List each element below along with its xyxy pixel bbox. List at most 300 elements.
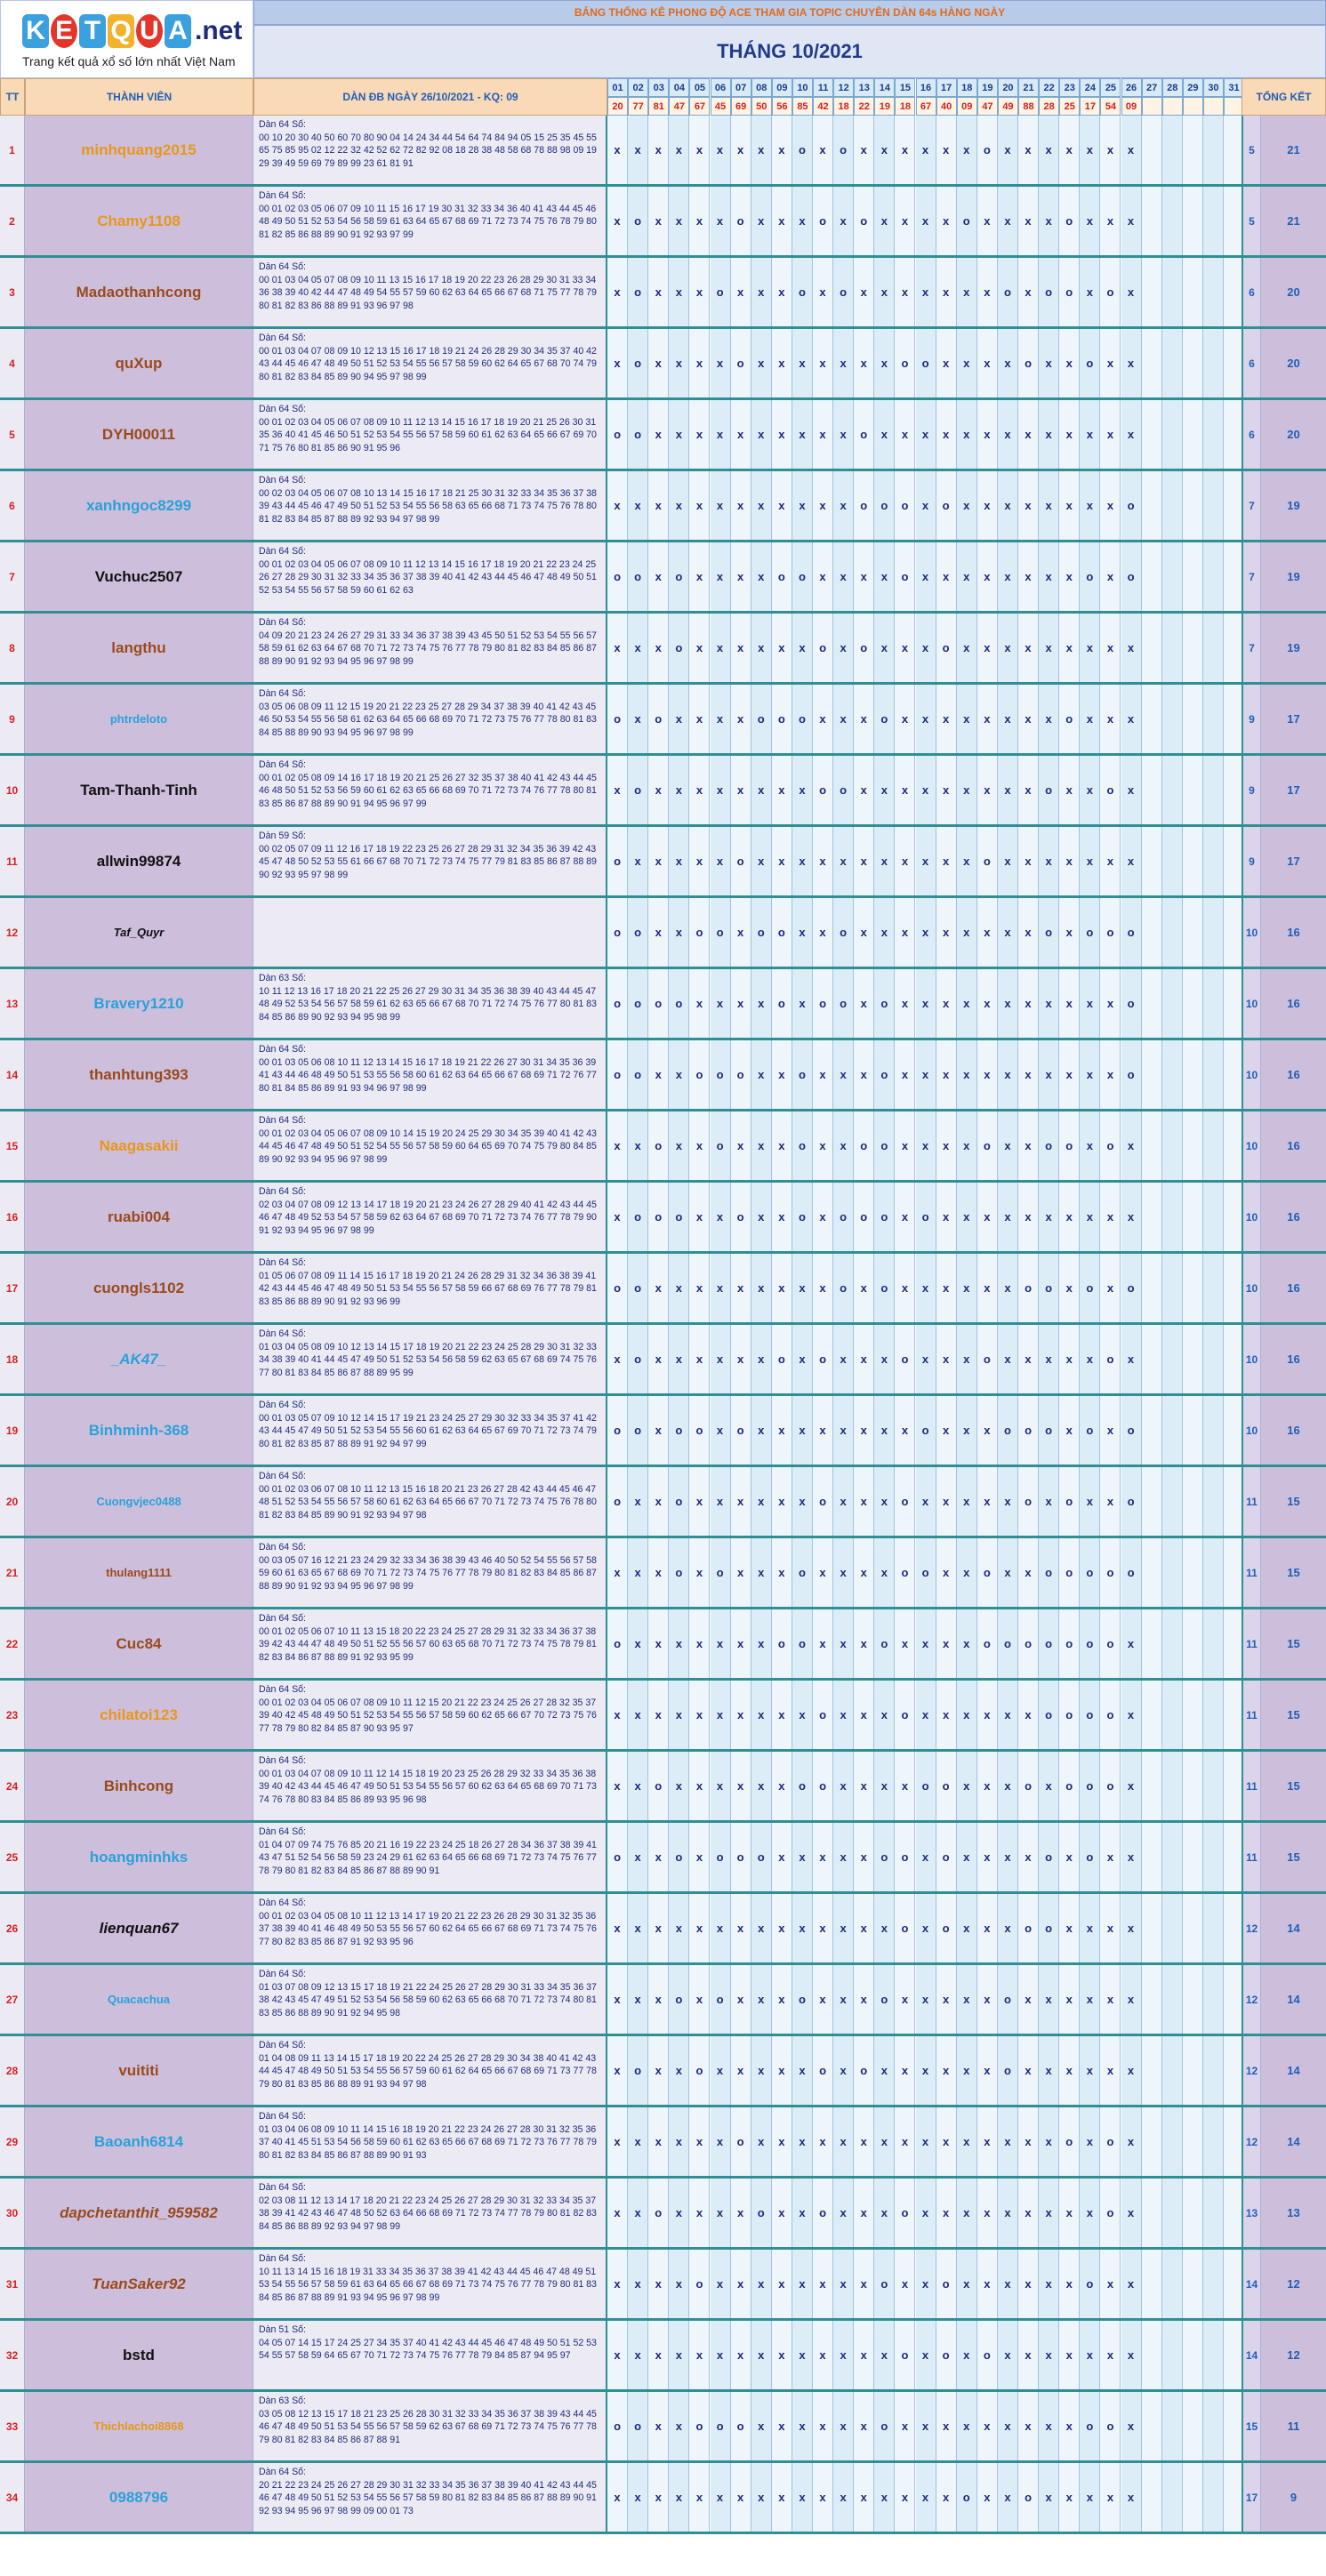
- day-mark-cell: o: [895, 329, 915, 397]
- day-mark-cell: x: [731, 1894, 751, 1962]
- day-mark-cell: o: [772, 969, 792, 1038]
- day-mark-cell: x: [1018, 1183, 1039, 1251]
- day-mark-cell: [1203, 1467, 1224, 1536]
- rank-value: 12: [1243, 2036, 1261, 2105]
- member-name[interactable]: Cuc84: [25, 1609, 253, 1678]
- day-mark-cell: x: [977, 1396, 998, 1465]
- member-name[interactable]: Binhcong: [25, 1752, 253, 1820]
- day-mark-cell: x: [1059, 614, 1080, 682]
- day-mark-cell: x: [689, 827, 710, 895]
- day-mark-cell: x: [792, 1823, 813, 1891]
- member-name[interactable]: cuongls1102: [25, 1254, 253, 1322]
- number-set: [253, 542, 607, 611]
- day-mark-cell: x: [772, 2107, 792, 2176]
- total-value: 15: [1261, 1752, 1326, 1820]
- day-mark-cell: x: [813, 2321, 833, 2389]
- member-name[interactable]: phtrdeloto: [25, 685, 253, 753]
- day-mark-cell: x: [1121, 2250, 1142, 2318]
- day-mark-cell: x: [731, 1467, 751, 1536]
- member-name[interactable]: langthu: [25, 614, 253, 682]
- day-mark-cell: x: [689, 756, 710, 824]
- day-mark-cell: x: [751, 116, 772, 184]
- day-mark-cell: x: [854, 1538, 874, 1607]
- day-mark-cell: x: [833, 1467, 854, 1536]
- day-mark-cell: x: [977, 2036, 998, 2105]
- day-mark-cell: x: [895, 969, 915, 1038]
- day-mark-cell: o: [1080, 1752, 1100, 1820]
- day-mark-cell: x: [689, 2179, 710, 2247]
- day-mark-cell: x: [957, 1752, 977, 1820]
- day-mark-cell: o: [1018, 1467, 1039, 1536]
- number-set-label: Dàn 64 Số:: [259, 759, 307, 770]
- day-mark-cell: o: [916, 1396, 936, 1465]
- day-mark-cell: o: [628, 1040, 648, 1109]
- member-name[interactable]: Chamy1108: [25, 187, 253, 255]
- day-mark-cell: [1183, 898, 1203, 967]
- day-mark-cell: x: [998, 2179, 1018, 2247]
- day-mark-cell: o: [689, 2250, 710, 2318]
- member-name[interactable]: Binhminh-368: [25, 1396, 253, 1465]
- day-mark-cell: x: [1100, 400, 1121, 469]
- day-mark-cell: [1142, 1040, 1162, 1109]
- day-number: 04: [669, 78, 689, 97]
- day-mark-cell: x: [772, 1965, 792, 2034]
- day-result: 81: [648, 97, 669, 116]
- day-mark-cell: x: [669, 2107, 689, 2176]
- day-mark-cell: x: [792, 2036, 813, 2105]
- member-name[interactable]: 0988796: [25, 2463, 253, 2532]
- day-mark-cell: x: [977, 1965, 998, 2034]
- day-mark-cell: x: [711, 116, 731, 184]
- day-mark-cell: x: [813, 898, 833, 967]
- day-number: 15: [895, 78, 915, 97]
- member-name[interactable]: Naagasakii: [25, 1111, 253, 1180]
- day-mark-cell: x: [854, 898, 874, 967]
- day-mark-cell: [1142, 1752, 1162, 1820]
- day-mark-cell: [1142, 2392, 1162, 2460]
- day-mark-cell: x: [751, 2036, 772, 2105]
- day-mark-cell: o: [731, 187, 751, 255]
- day-mark-cell: x: [916, 542, 936, 611]
- day-mark-cell: x: [669, 329, 689, 397]
- day-mark-cell: x: [1059, 2392, 1080, 2460]
- day-mark-cell: [1162, 1467, 1183, 1536]
- day-mark-cell: x: [874, 258, 895, 326]
- day-mark-cell: x: [936, 1467, 957, 1536]
- day-mark-cell: x: [1121, 2392, 1142, 2460]
- day-mark-cell: x: [957, 1965, 977, 2034]
- day-mark-cell: x: [916, 614, 936, 682]
- day-mark-cell: [1142, 1396, 1162, 1465]
- day-mark-cell: [1203, 400, 1224, 469]
- day-mark-cell: x: [998, 1467, 1018, 1536]
- day-mark-cell: x: [854, 542, 874, 611]
- logo-letter: Q: [108, 14, 134, 48]
- day-mark-cell: [1203, 1823, 1224, 1891]
- row-index: 29: [0, 2107, 25, 2176]
- day-mark-cell: o: [607, 685, 628, 753]
- day-mark-cell: [1162, 329, 1183, 397]
- total-value: 17: [1261, 756, 1326, 824]
- day-mark-cell: [1203, 2321, 1224, 2389]
- day-mark-cell: [1203, 258, 1224, 326]
- day-mark-cell: x: [998, 471, 1018, 540]
- member-name[interactable]: allwin99874: [25, 827, 253, 895]
- day-mark-cell: [1183, 2107, 1203, 2176]
- day-mark-cell: o: [874, 1609, 895, 1678]
- day-mark-cell: [1162, 614, 1183, 682]
- day-mark-cell: x: [957, 1609, 977, 1678]
- day-mark-cell: x: [731, 2463, 751, 2532]
- day-mark-cell: x: [1080, 969, 1100, 1038]
- day-mark-cell: x: [854, 1040, 874, 1109]
- member-name[interactable]: Thichlachoi8868: [25, 2392, 253, 2460]
- day-mark-cell: o: [1080, 1681, 1100, 1749]
- number-set-label: Dàn 64 Số:: [259, 1471, 307, 1481]
- day-mark-cell: o: [1100, 258, 1121, 326]
- day-mark-cell: x: [813, 542, 833, 611]
- member-name[interactable]: Quacachua: [25, 1965, 253, 2034]
- member-name[interactable]: vuititi: [25, 2036, 253, 2105]
- day-mark-cell: x: [689, 1254, 710, 1322]
- day-mark-cell: x: [813, 2463, 833, 2532]
- day-mark-cell: x: [998, 2107, 1018, 2176]
- day-mark-cell: x: [1059, 969, 1080, 1038]
- number-set-values: 10 11 13 14 15 16 18 19 31 33 34 35 36 37 38 39 41 42 43 44 45 46 47 48 49 51 53 54 55 56 57 58 59 61 63 64 65 66 67 68 69 71 73 74 75 76 77 78 79 80 81 83 84 85 86 87 88 89 91 93 94 95 96 97 98 99: [259, 2266, 597, 2303]
- day-mark-cell: x: [689, 1325, 710, 1393]
- day-mark-cell: x: [916, 2250, 936, 2318]
- day-mark-cell: o: [628, 258, 648, 326]
- day-mark-cell: x: [1018, 2036, 1039, 2105]
- day-mark-cell: x: [792, 1325, 813, 1393]
- day-mark-cell: x: [772, 1040, 792, 1109]
- day-mark-cell: x: [957, 969, 977, 1038]
- table-row: [0, 2250, 1326, 2321]
- number-set: [253, 685, 607, 753]
- table-row: [0, 542, 1326, 614]
- member-name[interactable]: ruabi004: [25, 1183, 253, 1251]
- day-mark-cell: x: [628, 1538, 648, 1607]
- number-set-values: 02 03 04 07 08 09 12 13 14 17 18 19 20 21 23 24 26 27 28 29 40 41 42 43 44 45 46 47 48 49 52 53 54 57 58 59 62 63 64 67 68 69 70 71 72 73 74 76 77 78 79 90 91 92 93 94 95 96 97 98 99: [259, 1199, 597, 1236]
- number-set-values: 01 03 07 08 09 12 13 15 17 18 19 21 22 24 25 26 27 28 29 30 31 33 34 35 36 37 38 42 43 45 47 49 51 52 53 54 56 58 59 60 62 63 65 66 68 70 71 72 73 74 80 81 83 85 86 88 89 90 91 92 94 95 98: [259, 1981, 597, 2018]
- member-name[interactable]: dapchetanthit_959582: [25, 2179, 253, 2247]
- number-set-values: 00 01 03 04 07 08 09 10 12 13 15 16 17 18 19 21 24 26 28 29 30 34 35 37 40 42 43 44 45 46 47 48 49 50 51 52 53 54 55 56 57 58 59 60 62 64 65 67 68 70 74 79 80 81 82 83 84 85 89 90 94 95 97 98 99: [259, 345, 597, 382]
- header-total: TỔNG KẾT: [1242, 78, 1326, 116]
- day-mark-cell: x: [916, 1111, 936, 1180]
- day-mark-cell: x: [874, 1752, 895, 1820]
- day-mark-cell: x: [813, 685, 833, 753]
- day-mark-cell: x: [874, 1538, 895, 1607]
- day-number: 24: [1080, 78, 1100, 97]
- day-mark-cell: o: [772, 685, 792, 753]
- total-value: 21: [1261, 187, 1326, 255]
- day-mark-cell: x: [895, 898, 915, 967]
- day-mark-cell: x: [711, 1325, 731, 1393]
- day-mark-cell: x: [1100, 1894, 1121, 1962]
- day-mark-cell: x: [833, 1823, 854, 1891]
- number-set-values: 01 03 04 05 08 09 10 12 13 14 15 17 18 19 20 21 22 23 24 25 28 29 30 31 32 33 34 38 39 40 41 44 45 47 49 50 51 52 53 54 56 58 59 62 63 65 67 68 69 74 75 76 77 80 81 83 84 85 86 87 88 89 95 99: [259, 1341, 597, 1378]
- day-mark-cell: x: [628, 1823, 648, 1891]
- day-mark-cell: o: [977, 827, 998, 895]
- day-mark-cell: o: [895, 542, 915, 611]
- table-row: [0, 1538, 1326, 1609]
- day-mark-cell: [1142, 471, 1162, 540]
- day-mark-cell: x: [669, 116, 689, 184]
- table-row: [0, 1965, 1326, 2036]
- table-row: [0, 969, 1326, 1040]
- day-mark-cell: o: [689, 1040, 710, 1109]
- member-name[interactable]: chilatoi123: [25, 1681, 253, 1749]
- day-mark-cell: x: [731, 116, 751, 184]
- day-mark-cell: x: [1100, 542, 1121, 611]
- day-mark-cell: x: [751, 542, 772, 611]
- day-mark-cell: o: [1059, 1111, 1080, 1180]
- day-mark-cell: x: [772, 1111, 792, 1180]
- table-row: [0, 2036, 1326, 2107]
- day-mark-cell: x: [751, 1609, 772, 1678]
- day-mark-cell: x: [1059, 2036, 1080, 2105]
- number-set: [253, 1894, 607, 1962]
- row-index: 27: [0, 1965, 25, 2034]
- day-mark-cell: x: [648, 1894, 669, 1962]
- day-mark-cell: x: [813, 2392, 833, 2460]
- day-mark-cell: o: [895, 2179, 915, 2247]
- day-mark-cell: x: [711, 2107, 731, 2176]
- rank-value: 10: [1243, 1254, 1261, 1322]
- day-mark-cell: x: [731, 756, 751, 824]
- total-value: 16: [1261, 1111, 1326, 1180]
- number-set: [253, 187, 607, 255]
- day-mark-cell: [1203, 1752, 1224, 1820]
- member-name[interactable]: Cuongvjec0488: [25, 1467, 253, 1536]
- day-mark-cell: o: [1039, 756, 1059, 824]
- day-mark-cell: o: [628, 756, 648, 824]
- day-mark-cell: o: [1100, 2107, 1121, 2176]
- day-result: 50: [751, 97, 772, 116]
- day-mark-cell: x: [1080, 1111, 1100, 1180]
- number-set-label: Dàn 64 Số:: [259, 1755, 307, 1766]
- day-mark-cell: [1162, 2463, 1183, 2532]
- day-number: 23: [1059, 78, 1080, 97]
- day-mark-cell: x: [1100, 2463, 1121, 2532]
- member-name[interactable]: Tam-Thanh-Tinh: [25, 756, 253, 824]
- day-result: [1203, 97, 1224, 116]
- day-mark-cell: x: [1080, 187, 1100, 255]
- day-mark-cell: x: [998, 187, 1018, 255]
- day-mark-cell: [1203, 614, 1224, 682]
- day-mark-cell: x: [998, 1111, 1018, 1180]
- day-mark-cell: x: [1018, 1040, 1039, 1109]
- day-mark-cell: x: [977, 400, 998, 469]
- day-mark-cell: [1183, 1325, 1203, 1393]
- rank-value: 10: [1243, 1111, 1261, 1180]
- day-mark-cell: o: [731, 1823, 751, 1891]
- member-name[interactable]: Bravery1210: [25, 969, 253, 1038]
- member-name[interactable]: lienquan67: [25, 1894, 253, 1962]
- day-mark-cell: o: [854, 2036, 874, 2105]
- day-mark-cell: x: [711, 2321, 731, 2389]
- day-mark-cell: o: [916, 329, 936, 397]
- table-row: [0, 2107, 1326, 2179]
- number-set-label: Dàn 64 Số:: [259, 1542, 307, 1553]
- rank-value: 12: [1243, 1965, 1261, 2034]
- day-mark-cell: x: [751, 614, 772, 682]
- day-result: 47: [669, 97, 689, 116]
- day-mark-cell: x: [607, 187, 628, 255]
- day-mark-cell: x: [607, 2463, 628, 2532]
- day-mark-cell: [1162, 756, 1183, 824]
- member-name[interactable]: TuanSaker92: [25, 2250, 253, 2318]
- day-mark-cell: o: [689, 2392, 710, 2460]
- day-mark-cell: x: [751, 1396, 772, 1465]
- day-mark-cell: [1142, 400, 1162, 469]
- day-mark-cell: x: [628, 2107, 648, 2176]
- day-mark-cell: [1142, 1325, 1162, 1393]
- day-mark-cell: x: [1121, 1894, 1142, 1962]
- table-row: [0, 614, 1326, 685]
- total-value: 16: [1261, 1254, 1326, 1322]
- member-name[interactable]: bstd: [25, 2321, 253, 2389]
- day-mark-cell: o: [669, 1467, 689, 1536]
- member-name[interactable]: Taf_Quyr: [25, 898, 253, 967]
- member-name[interactable]: _AK47_: [25, 1325, 253, 1393]
- day-mark-cell: o: [731, 2392, 751, 2460]
- day-mark-cell: x: [1121, 1965, 1142, 2034]
- rank-value: 9: [1243, 827, 1261, 895]
- day-mark-cell: x: [792, 2107, 813, 2176]
- day-result: 25: [1059, 97, 1080, 116]
- day-mark-cell: x: [648, 614, 669, 682]
- number-set-values: 00 02 03 04 05 06 07 08 10 13 14 15 16 17 18 21 25 30 31 32 33 34 35 36 37 38 39 43 44 45 46 47 49 50 51 52 53 54 55 56 58 63 65 66 68 71 73 74 75 76 78 80 81 82 83 84 85 87 88 89 92 93 94 97 98 99: [259, 487, 597, 525]
- day-mark-cell: x: [751, 1111, 772, 1180]
- day-mark-cell: [1183, 1894, 1203, 1962]
- member-name[interactable]: Madaothanhcong: [25, 258, 253, 326]
- day-mark-cell: x: [1121, 614, 1142, 682]
- table-row: [0, 1609, 1326, 1681]
- rank-value: 5: [1243, 116, 1261, 184]
- member-name[interactable]: quXup: [25, 329, 253, 397]
- day-mark-cell: x: [648, 1040, 669, 1109]
- day-mark-cell: x: [874, 756, 895, 824]
- day-mark-cell: x: [1059, 1040, 1080, 1109]
- day-mark-cell: x: [1018, 400, 1039, 469]
- number-set-values: 00 01 02 03 04 05 08 10 11 12 13 14 17 19 20 21 22 23 26 28 29 30 31 32 35 36 37 38 39 40 41 46 48 49 50 53 55 56 57 60 62 64 65 66 67 68 69 71 73 74 75 76 77 80 82 83 85 86 87 91 92 93 95 96: [259, 1910, 597, 1947]
- row-index: 17: [0, 1254, 25, 1322]
- day-mark-cell: x: [1018, 685, 1039, 753]
- day-mark-cell: x: [813, 329, 833, 397]
- day-mark-cell: o: [648, 685, 669, 753]
- rank-value: 14: [1243, 2321, 1261, 2389]
- day-mark-cell: o: [874, 1823, 895, 1891]
- day-mark-cell: x: [895, 1111, 915, 1180]
- day-mark-cell: x: [936, 1609, 957, 1678]
- day-result: 17: [1080, 97, 1100, 116]
- day-mark-cell: x: [648, 1823, 669, 1891]
- total-value: 15: [1261, 1467, 1326, 1536]
- day-mark-cell: x: [711, 2179, 731, 2247]
- day-mark-cell: [1162, 1396, 1183, 1465]
- total-value: 13: [1261, 2179, 1326, 2247]
- number-set-label: Dàn 64 Số:: [259, 1969, 307, 1979]
- day-mark-cell: [1142, 1183, 1162, 1251]
- day-mark-cell: o: [628, 1325, 648, 1393]
- day-mark-cell: [1162, 1040, 1183, 1109]
- member-name[interactable]: Baoanh6814: [25, 2107, 253, 2176]
- table-row: [0, 1183, 1326, 1254]
- member-name[interactable]: DYH00011: [25, 400, 253, 469]
- day-mark-cell: x: [895, 2250, 915, 2318]
- day-mark-cell: o: [648, 1183, 669, 1251]
- day-mark-cell: x: [689, 1752, 710, 1820]
- day-mark-cell: x: [772, 1681, 792, 1749]
- row-index: 34: [0, 2463, 25, 2532]
- day-mark-cell: x: [669, 685, 689, 753]
- day-mark-cell: x: [711, 969, 731, 1038]
- day-mark-cell: x: [1039, 116, 1059, 184]
- member-name[interactable]: thulang1111: [25, 1538, 253, 1607]
- day-mark-cell: o: [998, 1396, 1018, 1465]
- member-name[interactable]: Vuchuc2507: [25, 542, 253, 611]
- day-mark-cell: x: [957, 1183, 977, 1251]
- member-name[interactable]: minhquang2015: [25, 116, 253, 184]
- day-mark-cell: o: [1121, 542, 1142, 611]
- day-mark-cell: x: [772, 1894, 792, 1962]
- day-mark-cell: x: [711, 1183, 731, 1251]
- day-mark-cell: o: [792, 685, 813, 753]
- rank-value: 12: [1243, 1894, 1261, 1962]
- day-mark-cell: [1183, 1823, 1203, 1891]
- day-mark-cell: o: [1059, 685, 1080, 753]
- day-number: 03: [648, 78, 669, 97]
- day-mark-cell: x: [731, 1965, 751, 2034]
- number-set-label: Dàn 64 Số:: [259, 1257, 307, 1268]
- day-mark-cell: o: [1080, 329, 1100, 397]
- day-mark-cell: o: [711, 1040, 731, 1109]
- logo[interactable]: [0, 0, 253, 78]
- day-mark-cell: x: [628, 1609, 648, 1678]
- day-mark-cell: x: [895, 685, 915, 753]
- number-set-values: 00 01 02 03 04 05 06 07 08 09 10 11 12 15 20 21 22 23 24 25 26 27 28 32 35 37 39 40 42 45 48 49 50 51 52 53 54 55 56 57 58 59 60 62 65 66 67 70 72 73 75 76 77 78 79 80 82 84 85 87 90 93 95 97: [259, 1697, 597, 1734]
- row-index: 16: [0, 1183, 25, 1251]
- member-name[interactable]: thanhtung393: [25, 1040, 253, 1109]
- day-mark-cell: o: [895, 1823, 915, 1891]
- day-mark-cell: o: [1018, 1396, 1039, 1465]
- row-index: 31: [0, 2250, 25, 2318]
- day-mark-cell: x: [833, 2392, 854, 2460]
- day-mark-cell: o: [669, 1183, 689, 1251]
- day-mark-cell: x: [792, 2179, 813, 2247]
- number-set-values: 04 09 20 21 23 24 26 27 29 31 33 34 36 37 38 39 43 45 50 51 52 53 54 55 56 57 58 59 61 62 63 64 67 68 70 71 72 73 74 75 76 77 78 79 80 81 82 83 84 85 86 87 88 89 90 91 92 93 94 95 96 97 98 99: [259, 630, 597, 667]
- member-name[interactable]: xanhngoc8299: [25, 471, 253, 540]
- day-mark-cell: o: [813, 187, 833, 255]
- day-mark-cell: x: [1080, 2107, 1100, 2176]
- day-mark-cell: x: [998, 329, 1018, 397]
- day-mark-cell: x: [751, 1254, 772, 1322]
- day-mark-cell: x: [669, 1681, 689, 1749]
- day-mark-cell: x: [874, 2321, 895, 2389]
- day-mark-cell: x: [813, 827, 833, 895]
- day-mark-cell: x: [731, 898, 751, 967]
- day-mark-cell: x: [792, 471, 813, 540]
- day-mark-cell: x: [813, 1894, 833, 1962]
- day-mark-cell: [1203, 116, 1224, 184]
- day-mark-cell: x: [813, 1183, 833, 1251]
- member-name[interactable]: hoangminhks: [25, 1823, 253, 1891]
- day-mark-cell: x: [936, 1538, 957, 1607]
- number-set-values: 00 01 02 05 06 07 10 11 13 15 18 20 22 23 24 25 27 28 29 31 32 33 34 36 37 38 39 42 43 44 47 48 49 50 51 52 55 56 57 60 63 65 68 70 71 72 73 74 75 78 79 81 82 83 84 86 87 88 89 91 92 93 95 99: [259, 1625, 597, 1663]
- day-mark-cell: [1162, 898, 1183, 967]
- day-mark-cell: o: [874, 1111, 895, 1180]
